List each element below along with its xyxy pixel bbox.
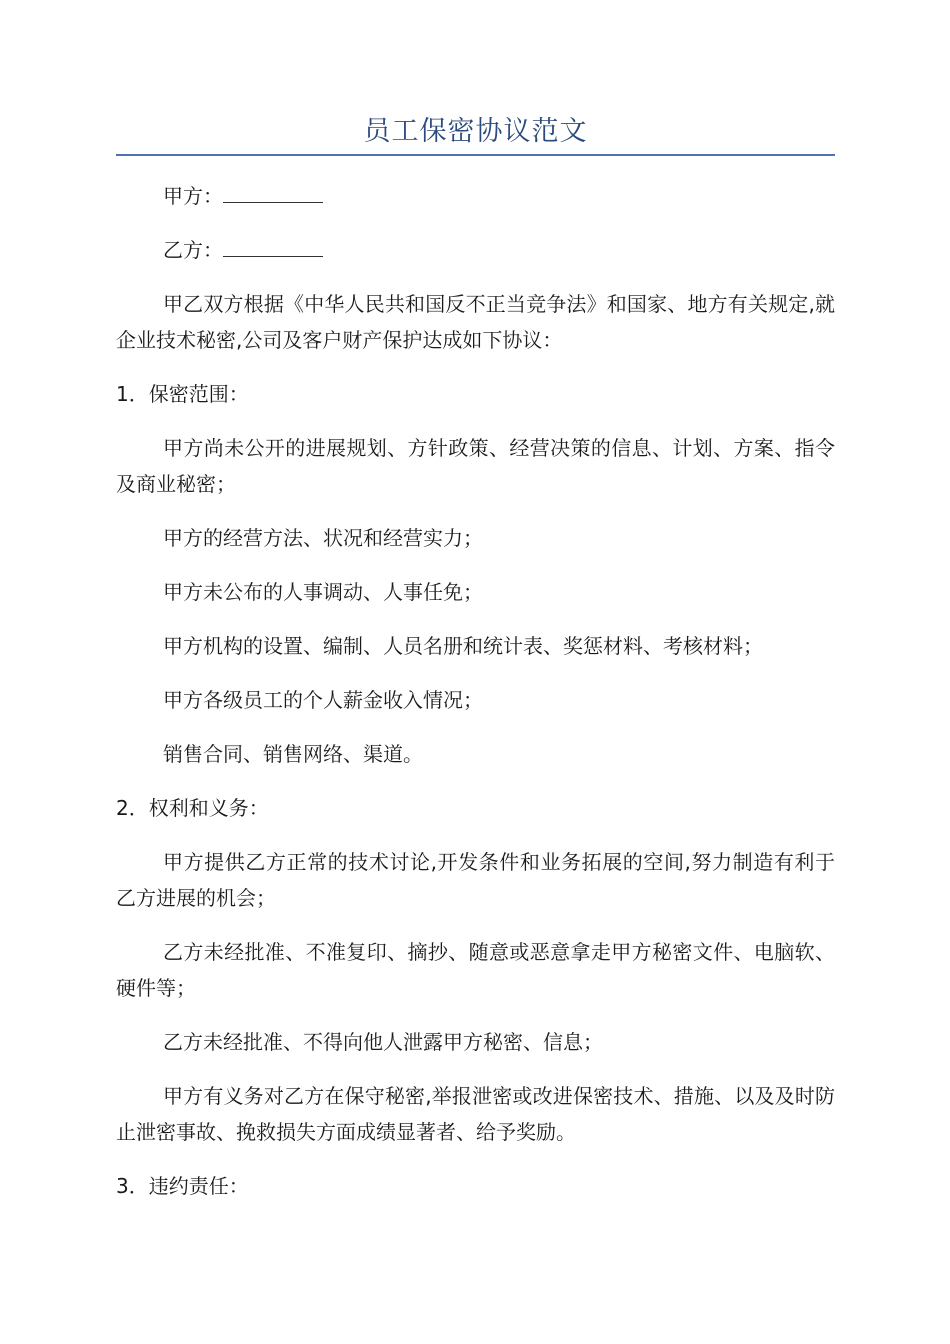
section1-item: 销售合同、销售网络、渠道。 xyxy=(163,742,423,766)
section2-item: 甲方提供乙方正常的技术讨论,开发条件和业务拓展的空间,努力制造有利于乙方进展的机会； xyxy=(116,850,835,910)
title-divider xyxy=(116,154,835,156)
document-body xyxy=(116,178,835,1204)
party-b-line xyxy=(116,232,835,268)
section1-item: 甲方未公布的人事调动、人事任免； xyxy=(163,580,483,604)
section1-item: 甲方各级员工的个人薪金收入情况； xyxy=(163,688,483,712)
party-b-blank xyxy=(223,238,323,257)
party-a-label: 甲方： xyxy=(163,184,223,208)
section2-heading: 2．权利和义务： xyxy=(116,796,269,820)
section2-item: 乙方未经批准、不准复印、摘抄、随意或恶意拿走甲方秘密文件、电脑软、硬件等； xyxy=(116,940,835,1000)
section1-item: 甲方的经营方法、状况和经营实力； xyxy=(163,526,483,550)
section1-item: 甲方机构的设置、编制、人员名册和统计表、奖惩材料、考核材料； xyxy=(163,634,763,658)
section3-heading: 3．违约责任： xyxy=(116,1174,249,1198)
section1-item: 甲方尚未公开的进展规划、方针政策、经营决策的信息、计划、方案、指令及商业秘密； xyxy=(116,436,835,496)
document-title: 员工保密协议范文 xyxy=(363,116,588,147)
section2-item: 乙方未经批准、不得向他人泄露甲方秘密、信息； xyxy=(163,1030,603,1054)
section2-item: 甲方有义务对乙方在保守秘密,举报泄密或改进保密技术、措施、以及及时防止泄密事故、挽救损失方面成绩显著者、给予奖励。 xyxy=(116,1084,835,1144)
section1-heading: 1．保密范围： xyxy=(116,382,249,406)
intro-paragraph: 甲乙双方根据《中华人民共和国反不正当竞争法》和国家、地方有关规定,就企业技术秘密,公司及客户财产保护达成如下协议： xyxy=(116,292,835,352)
party-b-label: 乙方： xyxy=(163,238,223,262)
party-a-blank xyxy=(223,184,323,203)
party-a-line xyxy=(116,178,835,214)
